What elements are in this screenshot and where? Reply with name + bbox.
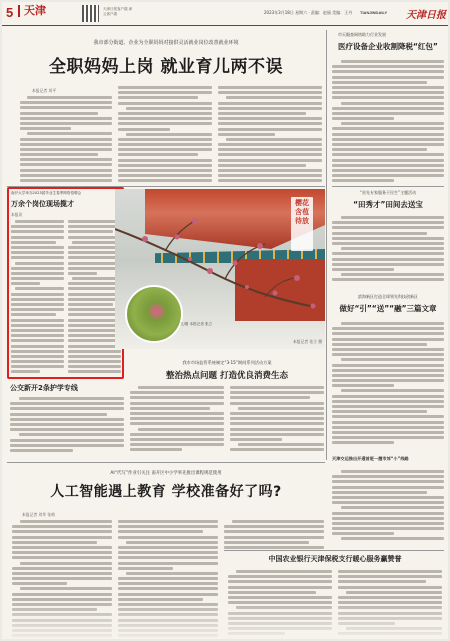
section-divider-2 — [7, 462, 325, 463]
column-divider — [326, 30, 327, 460]
lead-kicker: 我市部分街道、企业为全职妈妈对接供灵活就业岗位改善就业环境 — [93, 40, 239, 46]
right-top-story-header — [332, 32, 444, 54]
center-body-col-1 — [130, 386, 224, 456]
mid-right-1-header — [332, 190, 444, 216]
highlight-kicker: 南开大学举办2023届毕业生春季网络招聘会 — [11, 191, 82, 195]
bottom-headline: 中国农业银行天津保税支行暖心服务赢赞誉 — [268, 555, 402, 563]
right-bottom-header — [332, 456, 444, 468]
ai-headline: 人工智能遇上教育 学校准备好了吗? — [50, 484, 282, 500]
mid-right-2-header — [332, 294, 444, 320]
lead-headline: 全职妈妈上岗 就业育儿两不误 — [49, 57, 283, 77]
mid-right-2-body — [332, 322, 444, 452]
page-bottom-fade — [2, 602, 448, 639]
right-top-body — [332, 60, 444, 185]
ai-story-header — [7, 470, 325, 506]
lead-body-col-3 — [218, 86, 322, 186]
mid-right-1-body — [332, 216, 444, 284]
right-bottom-headline: 天津交运推出开通首班一趟市郊“小”线路 — [332, 456, 409, 461]
photo-banner-text: 樱花含苞待放 — [295, 199, 309, 225]
center-body-col-2 — [230, 386, 324, 456]
mid-right-2-headline: 做好“引”“送”“融”三篇文章 — [339, 304, 437, 313]
masthead: 天津日报 — [406, 10, 446, 21]
photo-inset-closeup — [125, 285, 183, 343]
newspaper-page — [2, 2, 448, 639]
edition-name: TIANJINDAILY — [360, 10, 388, 15]
section-divider-3 — [224, 550, 444, 551]
ai-byline: 本报记者 刘苹 张萌 — [22, 512, 55, 517]
mid-right-2-kicker: 滨海新区打造全球领先科技创新区 — [358, 294, 418, 299]
right-top-kicker: 市天眼查网络助力行业发展 — [338, 32, 386, 37]
right-top-headline: 医疗设备企业收割降税“红包” — [338, 42, 438, 51]
highlight-headline: 万余个岗位现场揽才 — [11, 200, 74, 208]
date-line: 2023年3月18日 星期六 · 责编：赵丽 美编：王丹 — [264, 10, 353, 15]
center-story-header — [127, 360, 327, 382]
center-headline: 整治热点问题 打造优良消费生态 — [166, 371, 288, 381]
highlight-byline: 本报讯 — [11, 212, 23, 217]
qr-code-icon — [82, 5, 99, 22]
left-bottom-body — [10, 397, 124, 457]
photo-credit: 本报记者 张立 摄 — [293, 339, 322, 344]
center-kicker: 我市市场监管系统制定“3·15”期间系列活动方案 — [182, 360, 272, 365]
lead-byline: 本报记者 刘平 — [32, 88, 56, 93]
ai-body-col-3 — [224, 520, 324, 550]
left-bottom-header — [10, 383, 125, 395]
right-bottom-body — [332, 470, 444, 545]
lead-body-col-1 — [20, 96, 112, 186]
lead-story-header — [7, 39, 325, 89]
section-label: 天津 — [18, 5, 46, 17]
qr-label: 天津日报客户端 津云客户端 — [103, 7, 133, 16]
page-header-bar — [2, 2, 448, 26]
bottom-story-header — [224, 554, 446, 566]
mid-right-1-headline: “田秀才”田间去送宝 — [353, 200, 423, 209]
photo-caption: 文/图 本报记者 张立 — [180, 322, 213, 326]
lead-body-col-2 — [118, 86, 212, 186]
page-number: 5 — [6, 5, 14, 20]
mid-right-1-kicker: “首先专家服务于民生”主题活动 — [359, 190, 417, 195]
right-divider-1 — [332, 186, 444, 187]
left-bottom-headline: 公交新开2条护学专线 — [10, 384, 78, 392]
ai-kicker: AI“代写”作业引关注 南开区中小学率先推出课程规范使用 — [110, 471, 222, 476]
highlighted-story — [11, 191, 121, 376]
